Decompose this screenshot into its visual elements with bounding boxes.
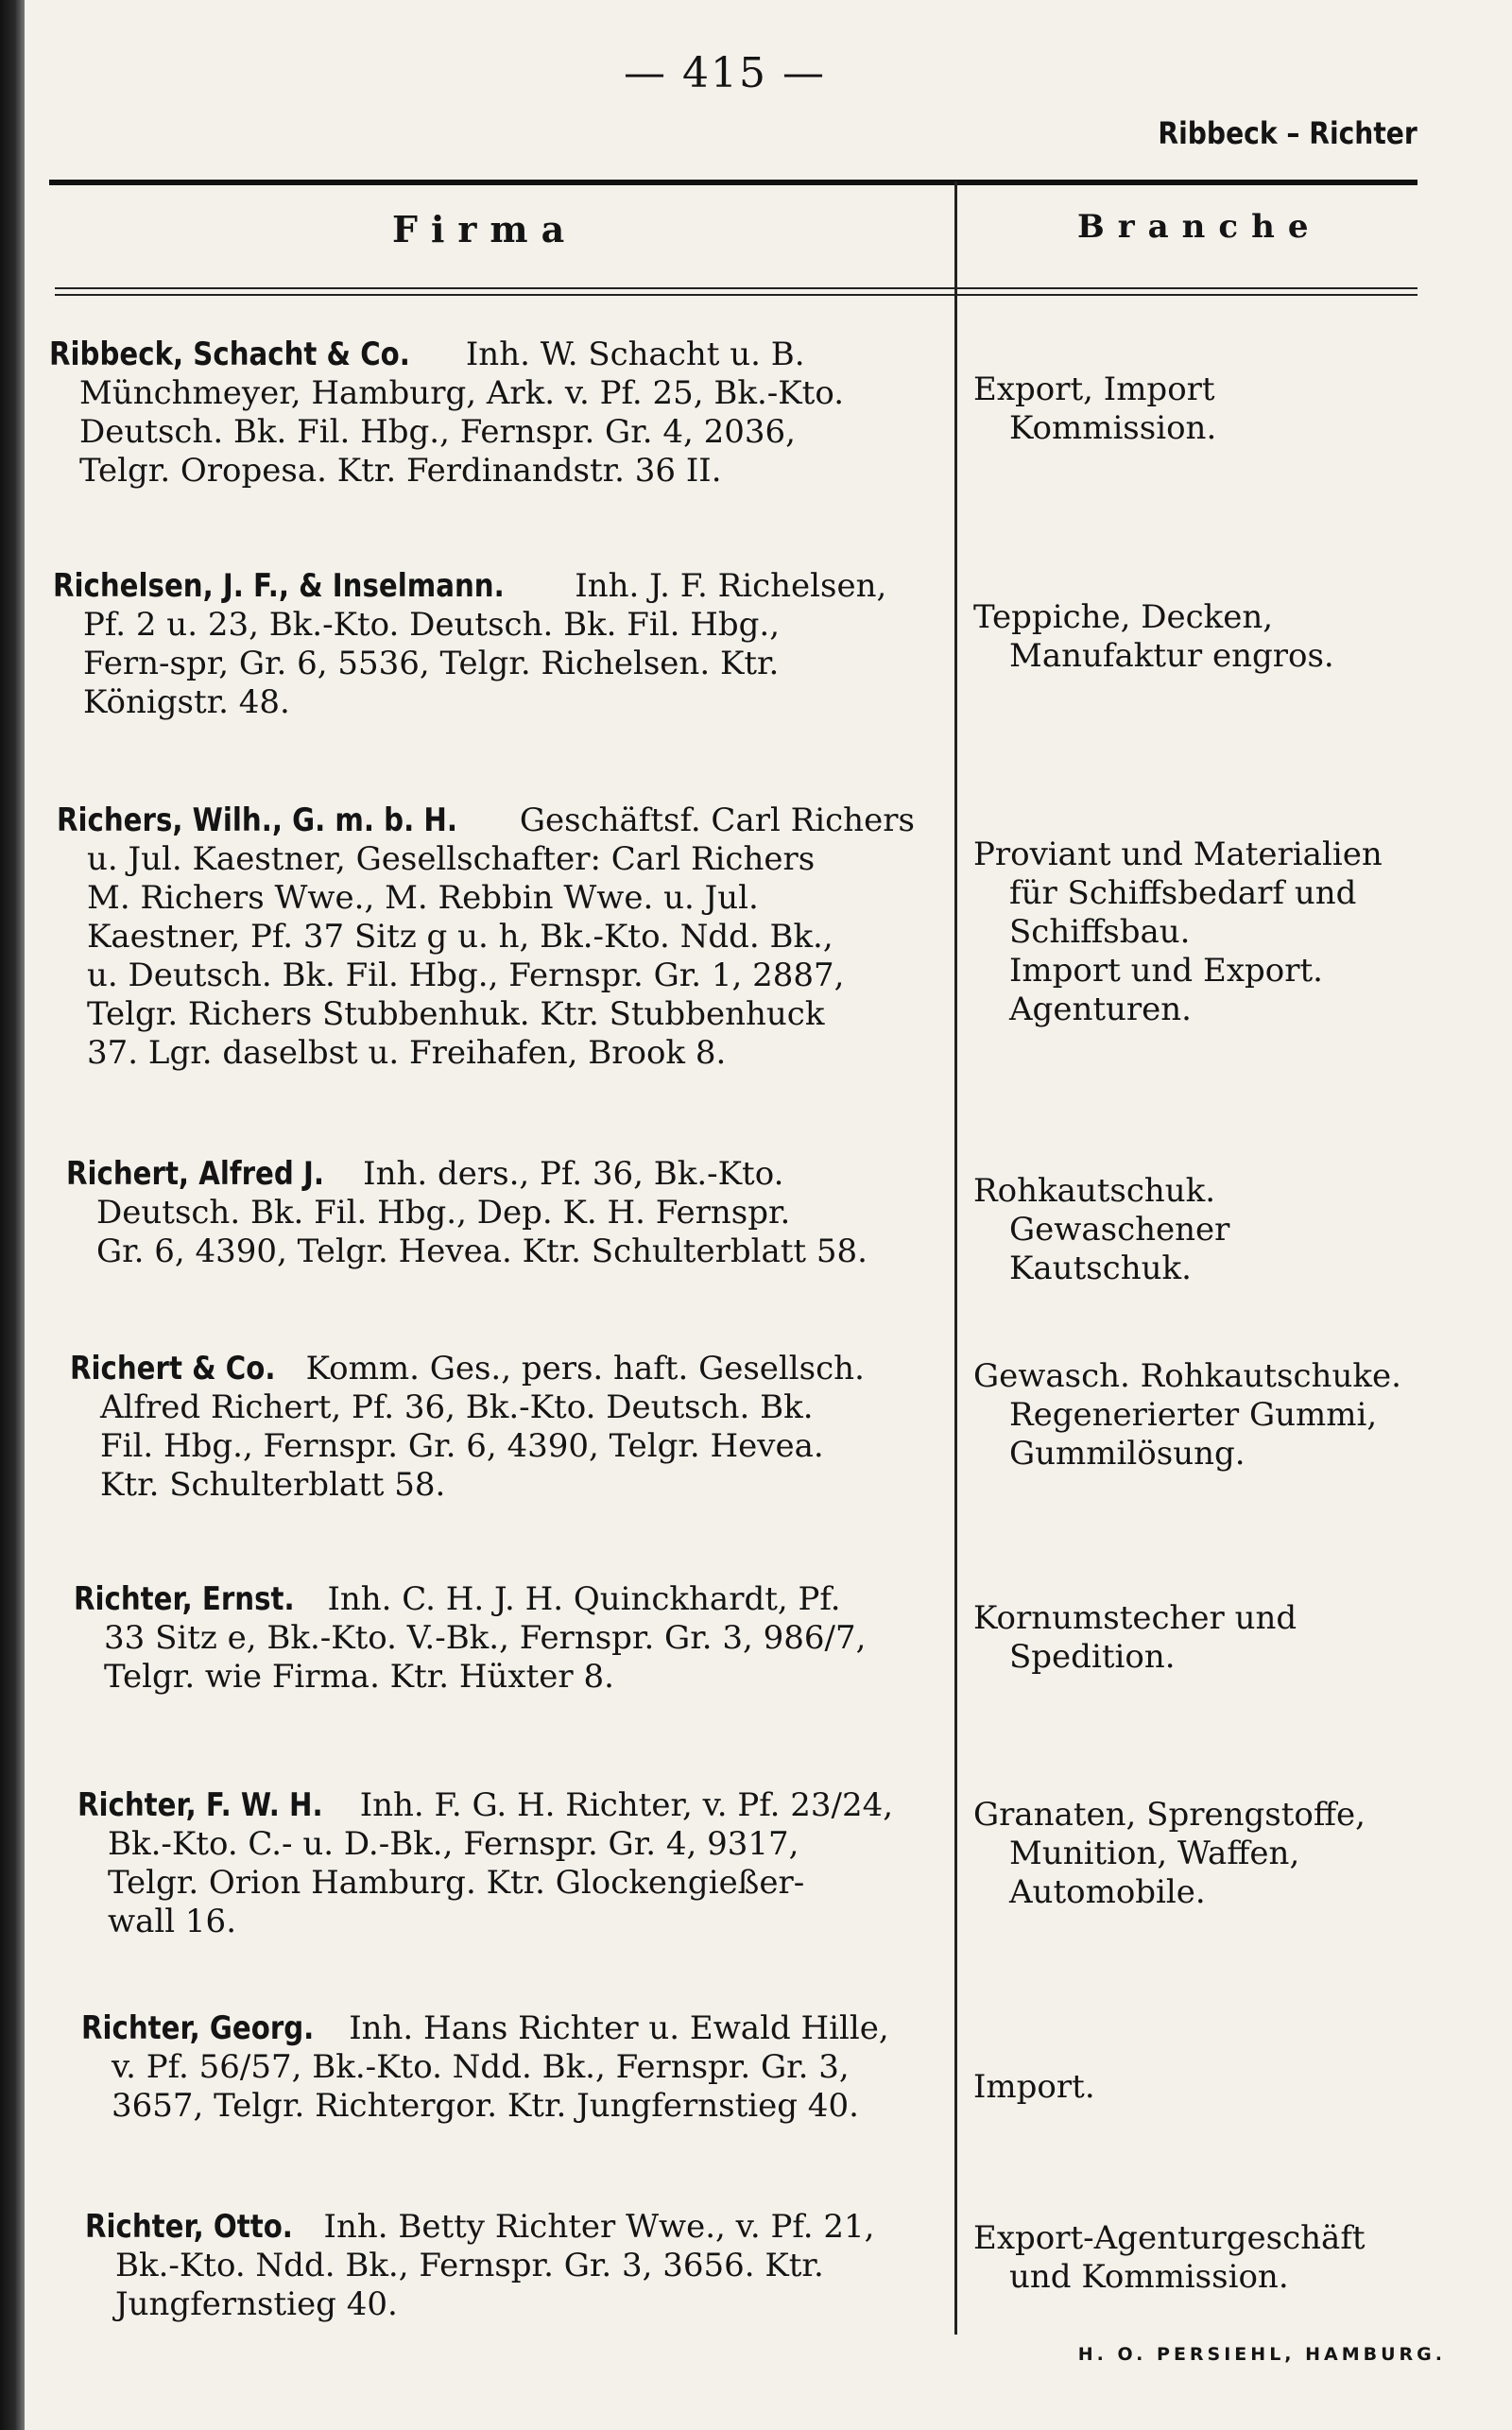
firm-detail-line: u. Jul. Kaestner, Gesellschafter: Carl Richers bbox=[87, 840, 816, 878]
branche-line: Gewaschener bbox=[1009, 1211, 1230, 1249]
entry-first-line bbox=[57, 801, 959, 840]
firm-detail-line: Jungfernstieg 40. bbox=[115, 2285, 398, 2323]
firm-detail-line: Fern-spr, Gr. 6, 5536, Telgr. Richelsen. Ktr. bbox=[83, 645, 780, 682]
firm-name: Richter, Otto. bbox=[85, 2208, 293, 2246]
firm-name: Richelsen, J. F., & Inselmann. bbox=[53, 567, 505, 605]
branche-line: Schiffsbau. bbox=[1009, 913, 1191, 951]
entry-firm-text bbox=[70, 1350, 972, 1505]
header-double-rule bbox=[55, 287, 1418, 296]
branche-line: Granaten, Sprengstoffe, bbox=[973, 1796, 1366, 1834]
entry-first-line bbox=[81, 2009, 984, 2048]
firm-detail-line: Telgr. wie Firma. Ktr. Hüxter 8. bbox=[104, 1658, 614, 1696]
entry-firm-text bbox=[85, 2208, 988, 2324]
firm-detail-line: v. Pf. 56/57, Bk.-Kto. Ndd. Bk., Fernspr. Gr. 3, bbox=[112, 2048, 850, 2086]
firm-details: Geschäftsf. Carl Richers bbox=[519, 801, 915, 839]
firm-detail-line: Bk.-Kto. C.- u. D.-Bk., Fernspr. Gr. 4, 9317, bbox=[108, 1825, 799, 1863]
firm-detail-line: u. Deutsch. Bk. Fil. Hbg., Fernspr. Gr. 1, 2887, bbox=[87, 956, 845, 994]
branche-line: Kautschuk. bbox=[1009, 1249, 1192, 1287]
entry-first-line bbox=[85, 2208, 988, 2247]
branche-line: Kornumstecher und bbox=[973, 1599, 1297, 1637]
branche-line: Import. bbox=[973, 2068, 1095, 2106]
entry-branche bbox=[973, 1357, 1484, 1474]
column-header-branche: Branche bbox=[1077, 208, 1322, 246]
firm-detail-line: M. Richers Wwe., M. Rebbin Wwe. u. Jul. bbox=[87, 879, 759, 917]
entry-first-line bbox=[66, 1155, 969, 1194]
firm-name: Richter, F. W. H. bbox=[77, 1786, 323, 1824]
firm-detail-line: Pf. 2 u. 23, Bk.-Kto. Deutsch. Bk. Fil. Hbg., bbox=[83, 606, 781, 644]
firm-name: Richert & Co. bbox=[70, 1350, 276, 1387]
firm-detail-line: Alfred Richert, Pf. 36, Bk.-Kto. Deutsch. Bk. bbox=[100, 1388, 814, 1426]
branche-line: Rohkautschuk. bbox=[973, 1172, 1216, 1210]
firm-detail-line: Telgr. Richers Stubbenhuk. Ktr. Stubbenhuck bbox=[87, 995, 825, 1033]
printer-imprint: H. O. PERSIEHL, HAMBURG. bbox=[1077, 2344, 1446, 2365]
firm-name: Richers, Wilh., G. m. b. H. bbox=[57, 801, 457, 839]
firm-details: Inh. Hans Richter u. Ewald Hille, bbox=[349, 2009, 889, 2047]
firm-detail-line: Fil. Hbg., Fernspr. Gr. 6, 4390, Telgr. Hevea. bbox=[100, 1427, 824, 1465]
branche-line: Automobile. bbox=[1009, 1873, 1206, 1911]
branche-line: Teppiche, Decken, bbox=[973, 598, 1274, 636]
page-number: — 415 — bbox=[624, 49, 826, 97]
branche-line: Gummilösung. bbox=[1009, 1435, 1246, 1473]
firm-detail-line: Gr. 6, 4390, Telgr. Hevea. Ktr. Schulterblatt 58. bbox=[96, 1232, 868, 1270]
firm-detail-line: Münchmeyer, Hamburg, Ark. v. Pf. 25, Bk.-Kto. bbox=[79, 374, 845, 412]
entry-first-line bbox=[70, 1350, 972, 1388]
entry-branche bbox=[973, 598, 1484, 676]
firm-name: Richert, Alfred J. bbox=[66, 1155, 324, 1193]
entry-first-line bbox=[77, 1786, 980, 1825]
firm-detail-line: Kaestner, Pf. 37 Sitz g u. h, Bk.-Kto. Ndd. Bk., bbox=[87, 918, 833, 956]
firm-name: Richter, Georg. bbox=[81, 2009, 315, 2047]
entry-branche bbox=[973, 371, 1484, 448]
firm-details: Komm. Ges., pers. haft. Gesellsch. bbox=[305, 1350, 865, 1387]
entry-firm-text bbox=[53, 567, 955, 722]
entry-firm-text bbox=[66, 1155, 969, 1271]
branche-line: Export-Agenturgeschäft bbox=[973, 2219, 1366, 2257]
entry-branche bbox=[973, 1796, 1484, 1912]
firm-details: Inh. Betty Richter Wwe., v. Pf. 21, bbox=[323, 2208, 875, 2246]
branche-line: Proviant und Materialien bbox=[973, 836, 1383, 873]
entry-branche bbox=[973, 1172, 1484, 1288]
firm-details: Inh. C. H. J. H. Quinckhardt, Pf. bbox=[327, 1580, 841, 1618]
firm-detail-line: 33 Sitz e, Bk.-Kto. V.-Bk., Fernspr. Gr. 3, 986/7, bbox=[104, 1619, 867, 1657]
branche-line: Manufaktur engros. bbox=[1009, 637, 1334, 675]
entry-first-line bbox=[53, 567, 955, 606]
firm-detail-line: 3657, Telgr. Richtergor. Ktr. Jungfernstieg 40. bbox=[112, 2087, 859, 2125]
entry-firm-text bbox=[77, 1786, 980, 1941]
firm-details: Inh. W. Schacht u. B. bbox=[465, 336, 805, 373]
entry-firm-text bbox=[49, 336, 952, 491]
header-rule bbox=[49, 180, 1418, 185]
firm-details: Inh. J. F. Richelsen, bbox=[575, 567, 887, 605]
branche-line: Munition, Waffen, bbox=[1009, 1835, 1300, 1872]
entry-branche bbox=[973, 2068, 1484, 2107]
entry-branche bbox=[973, 2219, 1484, 2297]
branche-line: Agenturen. bbox=[1009, 991, 1192, 1028]
entry-first-line bbox=[49, 336, 952, 374]
entry-branche bbox=[973, 1599, 1484, 1677]
firm-detail-line: 37. Lgr. daselbst u. Freihafen, Brook 8. bbox=[87, 1034, 727, 1072]
firm-details: Inh. F. G. H. Richter, v. Pf. 23/24, bbox=[359, 1786, 894, 1824]
firm-detail-line: Deutsch. Bk. Fil. Hbg., Dep. K. H. Fernspr. bbox=[96, 1194, 791, 1232]
firm-detail-line: Telgr. Orion Hamburg. Ktr. Glockengießer- bbox=[108, 1864, 805, 1902]
firm-details: Inh. ders., Pf. 36, Bk.-Kto. bbox=[363, 1155, 784, 1193]
entry-branche bbox=[973, 836, 1484, 1029]
firm-detail-line: wall 16. bbox=[108, 1903, 236, 1940]
firm-detail-line: Deutsch. Bk. Fil. Hbg., Fernspr. Gr. 4, 2036, bbox=[79, 413, 796, 451]
firm-detail-line: Bk.-Kto. Ndd. Bk., Fernspr. Gr. 3, 3656. Ktr. bbox=[115, 2247, 824, 2284]
branche-line: Kommission. bbox=[1009, 409, 1217, 447]
firm-name: Ribbeck, Schacht & Co. bbox=[49, 336, 410, 373]
running-head: Ribbeck – Richter bbox=[1158, 115, 1418, 151]
entry-firm-text bbox=[81, 2009, 984, 2126]
branche-line: und Kommission. bbox=[1009, 2258, 1289, 2296]
column-header-firma: Firma bbox=[392, 208, 578, 250]
entry-firm-text bbox=[74, 1580, 976, 1697]
branche-line: Gewasch. Rohkautschuke. bbox=[973, 1357, 1401, 1395]
branche-line: für Schiffsbedarf und bbox=[1009, 874, 1357, 912]
binding-edge bbox=[0, 0, 25, 2430]
firm-name: Richter, Ernst. bbox=[74, 1580, 295, 1618]
branche-line: Import und Export. bbox=[1009, 952, 1323, 990]
firm-detail-line: Ktr. Schulterblatt 58. bbox=[100, 1466, 446, 1504]
branche-line: Export, Import bbox=[973, 371, 1215, 408]
firm-detail-line: Telgr. Oropesa. Ktr. Ferdinandstr. 36 II. bbox=[79, 452, 722, 490]
entry-first-line bbox=[74, 1580, 976, 1619]
firm-detail-line: Königstr. 48. bbox=[83, 683, 290, 721]
entry-firm-text bbox=[57, 801, 959, 1073]
branche-line: Regenerierter Gummi, bbox=[1009, 1396, 1378, 1434]
branche-line: Spedition. bbox=[1009, 1638, 1176, 1676]
